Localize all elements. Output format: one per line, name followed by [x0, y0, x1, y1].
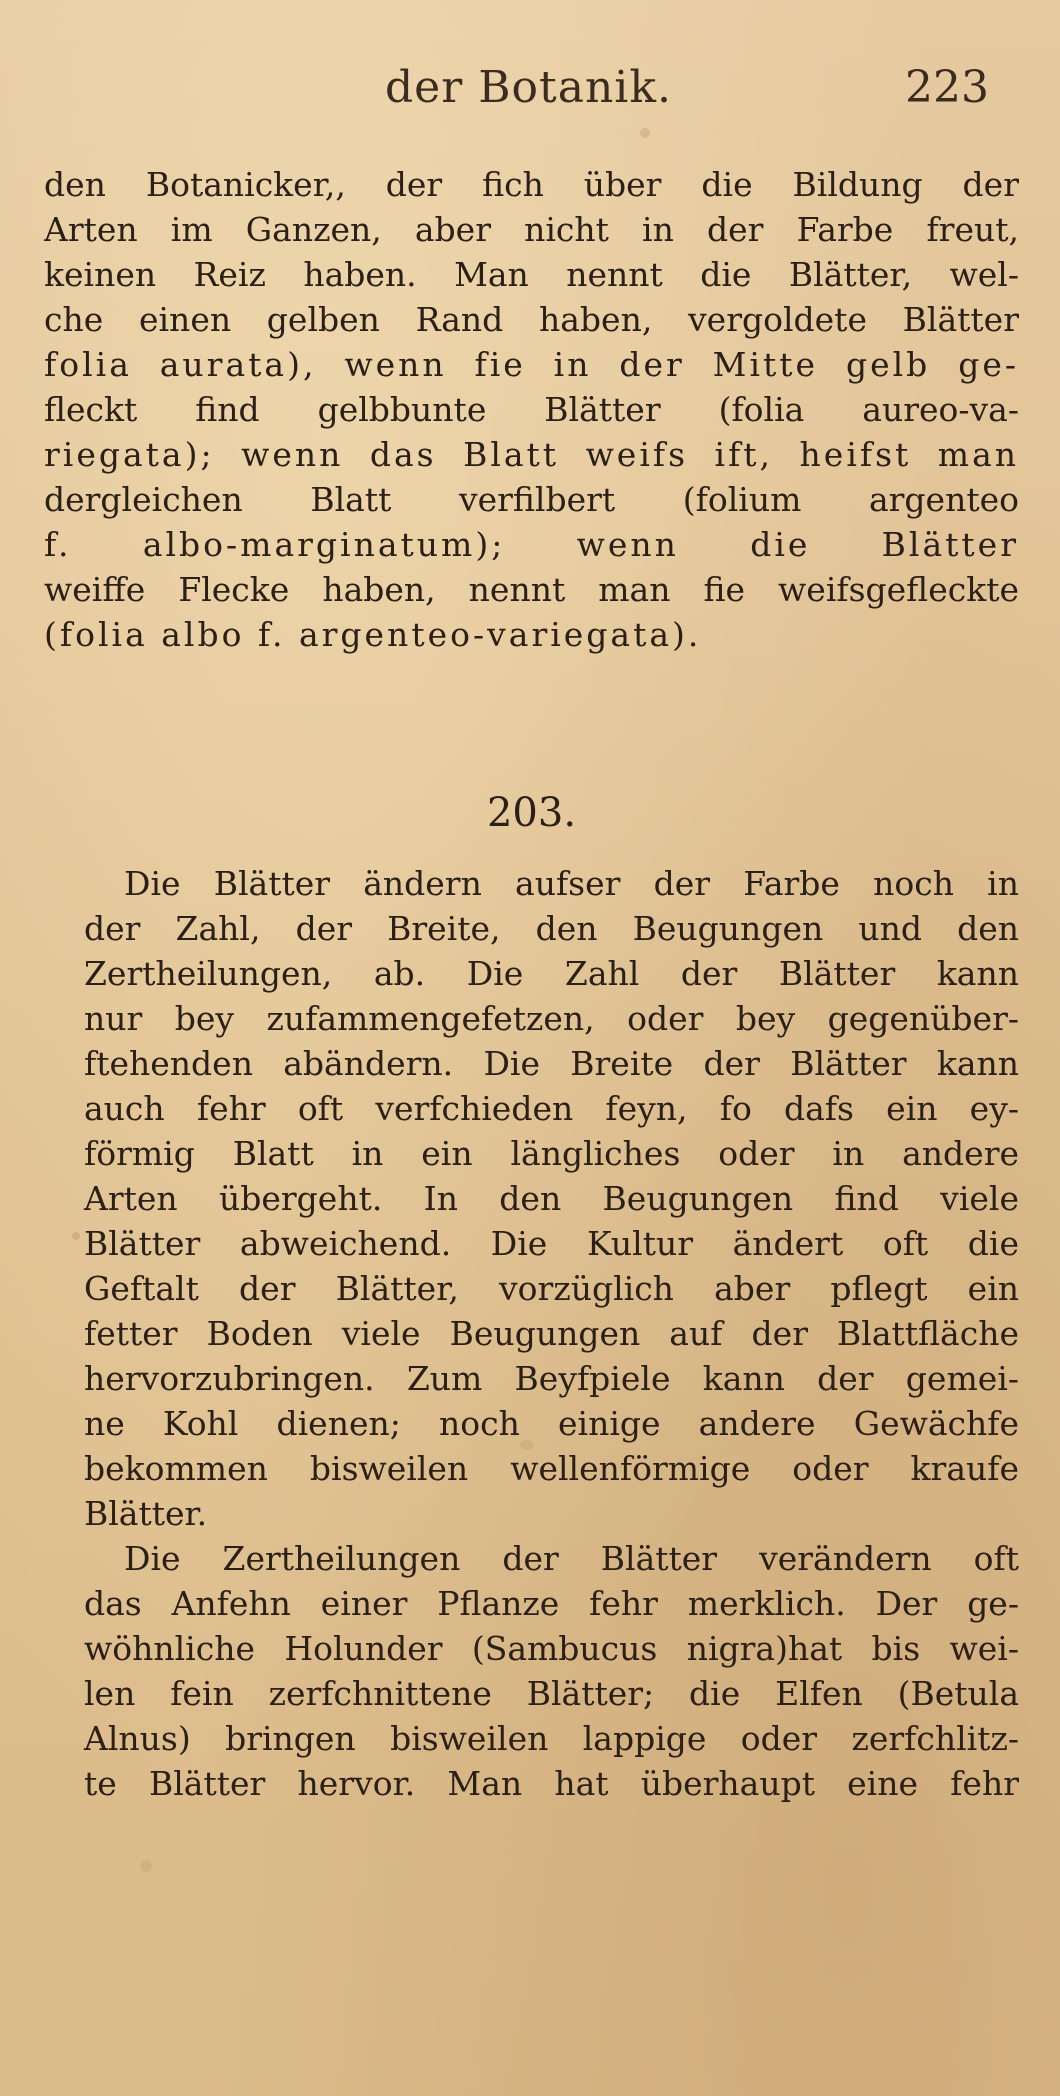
body-text	[44, 162, 1019, 1806]
text-line: te Blätter hervor. Man hat überhaupt eine fehr	[84, 1764, 1019, 1803]
text-line: das Anfehn einer Pflanze fehr merklich. Der ge-	[84, 1584, 1019, 1623]
running-head: der Botanik.	[385, 62, 673, 113]
paragraph-3	[44, 1536, 1019, 1806]
text-line: Blätter abweichend. Die Kultur ändert oft die	[84, 1224, 1019, 1263]
text-line: dergleichen Blatt verfilbert (folium argenteo	[44, 480, 1019, 519]
text-line: Alnus) bringen bisweilen lappige oder zerfchlitz-	[84, 1719, 1019, 1758]
text-line: hervorzubringen. Zum Beyfpiele kann der gemei-	[84, 1359, 1019, 1398]
text-line: ftehenden abändern. Die Breite der Blätter kann	[84, 1044, 1019, 1083]
text-line: weiffe Flecke haben, nennt man fie weifsgefleckte	[44, 570, 1019, 609]
text-line: auch fehr oft verfchieden feyn, fo dafs ein ey-	[84, 1089, 1019, 1128]
page-number: 223	[905, 62, 989, 113]
text-line: Geftalt der Blätter, vorzüglich aber pflegt ein	[84, 1269, 1019, 1308]
paper-stain	[640, 128, 650, 138]
text-line: Blätter.	[84, 1494, 208, 1533]
text-line: f. albo-marginatum); wenn die Blätter	[44, 525, 1019, 564]
text-line: folia aurata), wenn fie in der Mitte gelb ge-	[44, 345, 1019, 384]
text-line: che einen gelben Rand haben, vergoldete Blätter	[44, 300, 1019, 339]
text-line: bekommen bisweilen wellenförmige oder kraufe	[84, 1449, 1019, 1488]
text-line: der Zahl, der Breite, den Beugungen und den	[84, 909, 1019, 948]
text-line: riegata); wenn das Blatt weifs ift, heifst man	[44, 435, 1019, 474]
text-line: len fein zerfchnittene Blätter; die Elfen (Betula	[84, 1674, 1019, 1713]
text-line: Die Zertheilungen der Blätter verändern oft	[124, 1539, 1019, 1578]
text-line: Arten übergeht. In den Beugungen find viele	[84, 1179, 1019, 1218]
section-number: 203.	[486, 790, 577, 836]
text-line: Die Blätter ändern aufser der Farbe noch in	[124, 864, 1019, 903]
text-line: Arten im Ganzen, aber nicht in der Farbe freut,	[44, 210, 1019, 249]
text-line: ne Kohl dienen; noch einige andere Gewächfe	[84, 1404, 1019, 1443]
text-line: förmig Blatt in ein längliches oder in andere	[84, 1134, 1019, 1173]
page-header	[0, 62, 1060, 122]
text-line: wöhnliche Holunder (Sambucus nigra)hat bis wei-	[84, 1629, 1019, 1668]
text-line: fetter Boden viele Beugungen auf der Blattfläche	[84, 1314, 1019, 1353]
text-line: Zertheilungen, ab. Die Zahl der Blätter kann	[84, 954, 1019, 993]
paper-stain	[140, 1860, 152, 1872]
paragraph-1	[44, 162, 1019, 747]
text-line: fleckt find gelbbunte Blätter (folia aureo-va-	[44, 390, 1019, 429]
text-line: keinen Reiz haben. Man nennt die Blätter, wel-	[44, 255, 1019, 294]
text-line: den Botanicker,, der fich über die Bildung der	[44, 165, 1019, 204]
paragraph-2	[44, 861, 1019, 1536]
text-line: (folia albo f. argenteo-variegata).	[44, 615, 702, 654]
text-line: nur bey zufammengefetzen, oder bey gegenüber-	[84, 999, 1019, 1038]
